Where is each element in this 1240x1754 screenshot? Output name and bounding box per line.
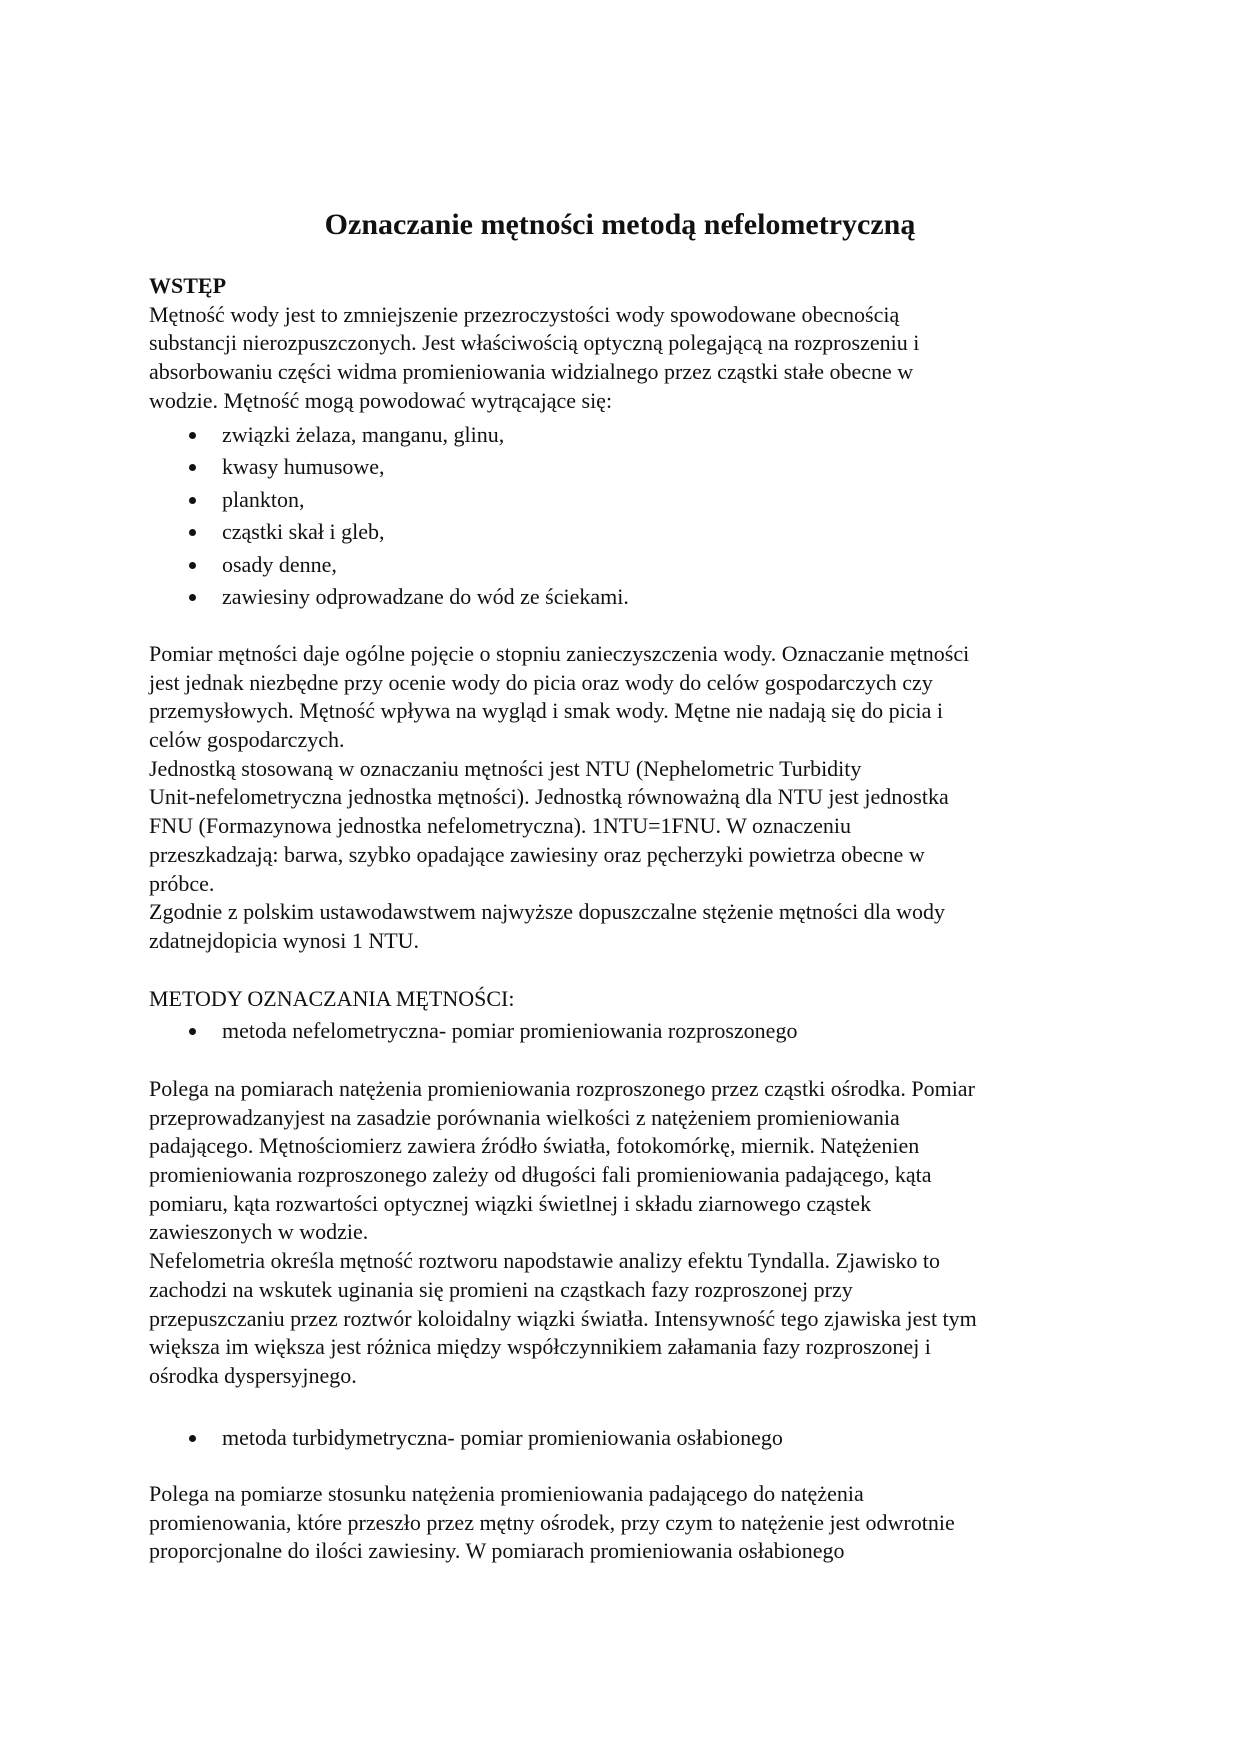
bullet-icon [189,432,196,439]
list-item [149,516,629,548]
list-item [149,484,629,516]
list-item [149,581,629,613]
method-list-1 [149,1015,797,1047]
text-line: Zgodnie z polskim ustawodawstwem najwyższe dopuszczalne stężenie mętności dla wody [149,899,946,925]
text-line: większa im większa jest różnica między współczynnikiem załamania fazy rozproszonej i [149,1334,931,1360]
text-line: przepuszczaniu przez roztwór koloidalny wiązki światła. Intensywność tego zjawiska jest tym [149,1305,977,1331]
text-line: absorbowaniu części widma promieniowania widzialnego przez cząstki stałe obecne w [149,359,914,385]
list-item-text: cząstki skał i gleb, [222,519,385,545]
list-item [149,1422,783,1454]
section-heading: METODY OZNACZANIA MĘTNOŚCI: [149,986,515,1011]
text-line: wodzie. Mętność mogą powodować wytrącające się: [149,387,613,413]
list-item-text: zawiesiny odprowadzane do wód ze ściekami. [222,583,629,609]
list-item-text: metoda nefelometryczna- pomiar promieniowania rozproszonego [222,1018,798,1043]
text-line: substancji nierozpuszczonych. Jest właściwością optyczną polegającą na rozproszeniu i [149,330,920,356]
list-item [149,549,629,581]
document-title: Oznaczanie mętności metodą nefelometryczną [324,208,916,241]
text-line: Polega na pomiarze stosunku natężenia promieniowania padającego do natężenia [149,1481,864,1506]
paragraph-nephelometry [149,1075,977,1391]
text-line: Nefelometria określa mętność roztworu napodstawie analizy efektu Tyndalla. Zjawisko to [149,1248,941,1274]
text-line: zachodzi na wskutek uginania się promieni na cząstkach fazy rozproszonej przy [149,1276,853,1302]
text-line: zawieszonych w wodzie. [149,1219,369,1245]
paragraph-units [149,640,969,956]
text-line: jest jednak niezbędne przy ocenie wody do picia oraz wody do celów gospodarczych czy [149,669,933,695]
text-line: Pomiar mętności daje ogólne pojęcie o stopniu zanieczyszczenia wody. Oznaczanie mętności [149,641,970,666]
text-line: próbce. [149,870,215,896]
method-list-2 [149,1422,783,1454]
turbidity-causes-list [149,419,629,613]
list-item-text: metoda turbidymetryczna- pomiar promieniowania osłabionego [222,1425,783,1450]
bullet-icon [189,1435,196,1442]
list-item [149,419,629,451]
bullet-icon [189,497,196,504]
list-item-text: osady denne, [222,551,337,577]
text-line: celów gospodarczych. [149,727,345,753]
text-line: promieniowania rozproszonego zależy od długości fali promieniowania padającego, kąta [149,1162,932,1188]
methods-heading [149,985,514,1014]
bullet-icon [189,529,196,536]
text-line: przeprowadzanyjest na zasadzie porównania wielkości z natężeniem promieniowania [149,1104,900,1130]
bullet-icon [189,594,196,601]
text-line: przemysłowych. Mętność wpływa na wygląd i smak wody. Mętne nie nadają się do picia i [149,698,944,724]
text-line: pomiaru, kąta rozwartości optycznej wiązki świetlnej i składu ziarnowego cząstek [149,1190,872,1216]
paragraph-turbidimetry [149,1480,955,1566]
list-item-text: plankton, [222,486,305,512]
bullet-icon [189,1028,196,1035]
text-line: zdatnejdopicia wynosi 1 NTU. [149,927,420,953]
bullet-icon [189,562,196,569]
text-line: przeszkadzają: barwa, szybko opadające zawiesiny oraz pęcherzyki powietrza obecne w [149,841,925,867]
section-heading: WSTĘP [149,273,227,298]
text-line: Polega na pomiarach natężenia promieniowania rozproszonego przez cząstki ośrodka. Pomiar [149,1076,975,1101]
text-line: Unit-nefelometryczna jednostka mętności). Jednostką równoważną dla NTU jest jednostka [149,784,949,810]
list-item [149,1015,797,1047]
text-line: padającego. Mętnościomierz zawiera źródło światła, fotokomórkę, miernik. Natężenien [149,1133,920,1159]
intro-section [149,272,919,415]
list-item [149,451,629,483]
bullet-icon [189,464,196,471]
text-line: FNU (Formazynowa jednostka nefelometryczna). 1NTU=1FNU. W oznaczeniu [149,813,851,839]
text-line: Jednostką stosowaną w oznaczaniu mętności jest NTU (Nephelometric Turbidity [149,755,862,781]
list-item-text: związki żelaza, manganu, glinu, [222,422,505,447]
list-item-text: kwasy humusowe, [222,454,385,480]
text-line: promienowania, które przeszło przez mętny ośrodek, przy czym to natężenie jest odwrotnie [149,1509,955,1535]
text-line: proporcjonalne do ilości zawiesiny. W pomiarach promieniowania osłabionego [149,1538,845,1564]
text-line: ośrodka dyspersyjnego. [149,1362,357,1388]
text-line: Mętność wody jest to zmniejszenie przezroczystości wody spowodowane obecnością [149,301,900,327]
